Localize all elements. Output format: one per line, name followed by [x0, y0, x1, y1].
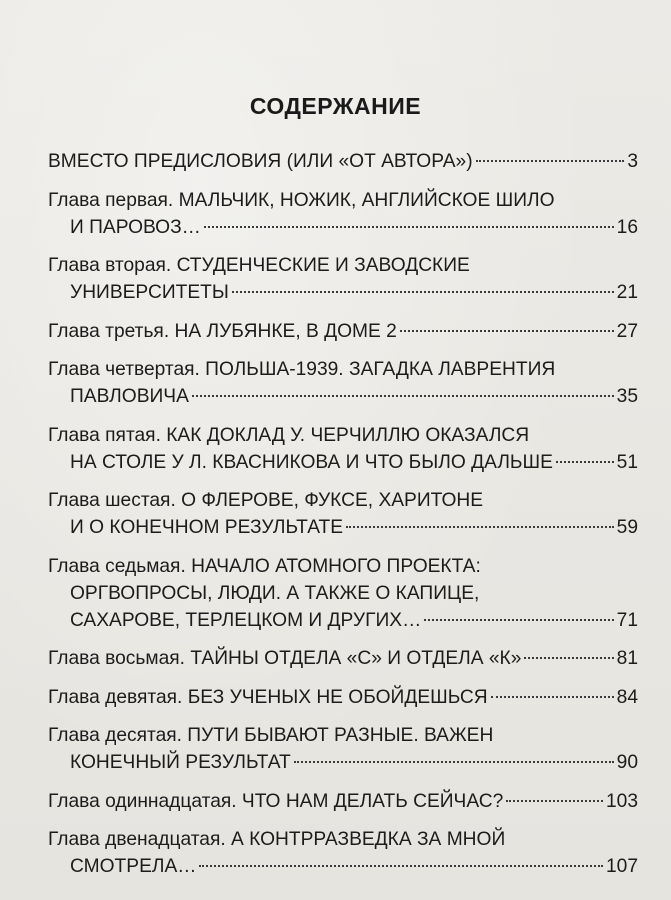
toc-entry-text: Глава четвертая. ПОЛЬША-1939. ЗАГАДКА ЛАВРЕНТИЯ	[48, 359, 556, 380]
toc-entry-title-line	[48, 788, 638, 815]
toc-entry-text: Глава двенадцатая. А КОНТРРАЗВЕДКА ЗА МНОЙ	[48, 829, 506, 850]
toc-entry-text: Глава шестая. О ФЛЕРОВЕ, ФУКСЕ, ХАРИТОНЕ	[48, 490, 484, 511]
dot-leader	[204, 226, 614, 228]
toc-entry-title-line	[48, 826, 638, 853]
table-of-contents	[48, 148, 638, 892]
toc-entry-text: Глава пятая. КАК ДОКЛАД У. ЧЕРЧИЛЛЮ ОКАЗАЛСЯ	[48, 424, 530, 446]
toc-page-number: 90	[616, 752, 638, 773]
dot-leader	[491, 696, 614, 698]
toc-entry-continuation-line	[48, 279, 638, 306]
toc-entry-text: Глава одиннадцатая. ЧТО НАМ ДЕЛАТЬ СЕЙЧАС?	[48, 790, 504, 812]
toc-page-number: 59	[616, 517, 638, 538]
toc-entry-title-line	[48, 318, 638, 345]
toc-entry-text: И О КОНЕЧНОМ РЕЗУЛЬТАТЕ	[70, 517, 344, 538]
toc-entry-title-line	[48, 252, 638, 279]
toc-entry	[48, 356, 638, 410]
toc-entry	[48, 553, 638, 634]
toc-entry-text: ПАВЛОВИЧА	[70, 386, 189, 407]
toc-entry	[48, 684, 638, 711]
dot-leader	[199, 865, 603, 867]
toc-entry-text: СМОТРЕЛА…	[70, 856, 197, 877]
toc-entry-text: ОРГВОПРОСЫ, ЛЮДИ. А ТАКЖЕ О КАПИЦЕ,	[70, 582, 480, 604]
toc-page-number: 81	[616, 648, 638, 669]
toc-entry	[48, 722, 638, 776]
toc-page-number: 51	[616, 451, 638, 473]
toc-entry	[48, 645, 638, 672]
toc-entry	[48, 422, 638, 476]
toc-page-number: 71	[616, 609, 638, 631]
toc-entry-continuation-line	[48, 580, 638, 607]
toc-entry-text: Глава первая. МАЛЬЧИК, НОЖИК, АНГЛИЙСКОЕ ШИЛО	[48, 189, 555, 211]
toc-entry-continuation-line	[48, 749, 638, 776]
toc-entry	[48, 788, 638, 815]
toc-entry-continuation-line	[48, 514, 638, 541]
dot-leader	[556, 461, 614, 463]
toc-entry-text: Глава седьмая. НАЧАЛО АТОМНОГО ПРОЕКТА:	[48, 555, 481, 577]
toc-entry-title-line	[48, 422, 638, 449]
toc-entry-text: Глава восьмая. ТАЙНЫ ОТДЕЛА «С» И ОТДЕЛА «К»	[48, 648, 522, 669]
toc-entry-title-line	[48, 187, 638, 214]
page-title: СОДЕРЖАНИЕ	[249, 93, 422, 119]
toc-page-number: 84	[616, 686, 638, 708]
dot-leader	[400, 330, 614, 332]
toc-entry-text: САХАРОВЕ, ТЕРЛЕЦКОМ И ДРУГИХ…	[70, 609, 422, 631]
toc-entry-text: Глава десятая. ПУТИ БЫВАЮТ РАЗНЫЕ. ВАЖЕН	[48, 725, 494, 746]
toc-entry-title-line	[48, 356, 638, 383]
toc-entry-text: КОНЕЧНЫЙ РЕЗУЛЬТАТ	[70, 752, 291, 773]
dot-leader	[346, 526, 614, 528]
toc-entry	[48, 487, 638, 541]
dot-leader	[294, 761, 614, 763]
toc-entry-continuation-line	[48, 607, 638, 634]
toc-entry	[48, 826, 638, 880]
toc-entry-continuation-line	[48, 383, 638, 410]
toc-entry	[48, 148, 638, 175]
toc-entry-title-line	[48, 487, 638, 514]
toc-entry-title-line	[48, 553, 638, 580]
toc-page-number: 16	[616, 216, 638, 238]
toc-entry-continuation-line	[48, 853, 638, 880]
toc-entry-text: УНИВЕРСИТЕТЫ	[70, 282, 229, 303]
toc-page-number: 35	[616, 386, 638, 407]
toc-page-number: 21	[616, 282, 638, 303]
toc-page-number: 27	[616, 320, 638, 342]
dot-leader	[192, 395, 614, 397]
toc-entry	[48, 252, 638, 306]
toc-entry-title-line	[48, 722, 638, 749]
toc-entry-continuation-line	[48, 214, 638, 241]
toc-entry-text: Глава девятая. БЕЗ УЧЕНЫХ НЕ ОБОЙДЕШЬСЯ	[48, 686, 488, 708]
toc-entry-continuation-line	[48, 449, 638, 476]
toc-page-number: 3	[627, 151, 638, 172]
toc-entry	[48, 187, 638, 241]
toc-page-number: 103	[605, 790, 638, 812]
toc-entry-text: Глава вторая. СТУДЕНЧЕСКИЕ И ЗАВОДСКИЕ	[48, 255, 470, 276]
toc-entry-text: Глава третья. НА ЛУБЯНКЕ, В ДОМЕ 2	[48, 320, 397, 342]
toc-entry-title-line	[48, 148, 638, 175]
toc-entry-text: НА СТОЛЕ У Л. КВАСНИКОВА И ЧТО БЫЛО ДАЛЬШЕ	[70, 451, 553, 473]
dot-leader	[506, 800, 603, 802]
toc-entry-title-line	[48, 645, 638, 672]
toc-entry-text: ВМЕСТО ПРЕДИСЛОВИЯ (ИЛИ «ОТ АВТОРА»)	[48, 151, 473, 172]
toc-entry	[48, 318, 638, 345]
dot-leader	[424, 619, 613, 621]
toc-entry-title-line	[48, 684, 638, 711]
dot-leader	[476, 160, 625, 162]
dot-leader	[524, 657, 613, 659]
toc-entry-text: И ПАРОВОЗ…	[70, 216, 201, 238]
dot-leader	[232, 291, 614, 293]
toc-page-number: 107	[605, 856, 638, 877]
